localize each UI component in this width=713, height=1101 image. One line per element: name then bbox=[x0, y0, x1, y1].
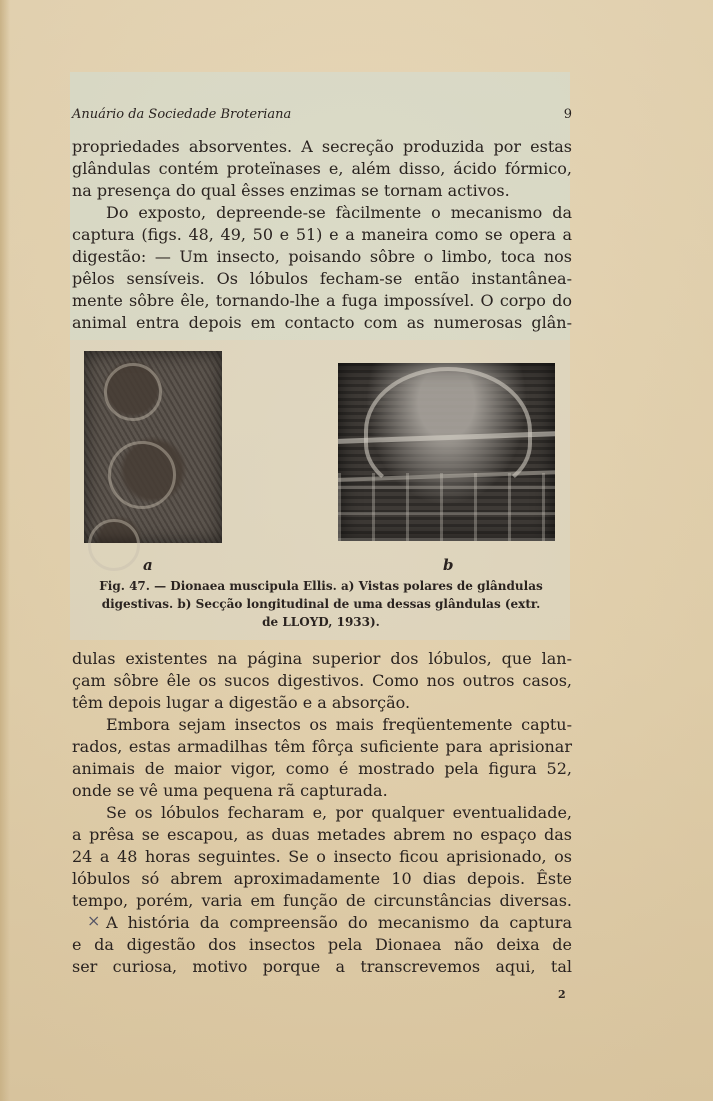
figure-label-b: b bbox=[443, 556, 454, 574]
gland-outline bbox=[108, 441, 176, 509]
text-line: a prêsa se escapou, as duas metades abrem no espaço das bbox=[72, 825, 572, 844]
text-line: glândulas contém proteïnases e, além disso, ácido fórmico, bbox=[72, 159, 572, 178]
text-line: rados, estas armadilhas têm fôrça suficiente para aprisionar bbox=[72, 737, 572, 756]
text-line: captura (figs. 48, 49, 50 e 51) e a maneira como se opera a bbox=[72, 225, 572, 244]
text-line: Do exposto, depreende-se fàcilmente o mecanismo da bbox=[106, 203, 572, 222]
caption-line: de LLOYD, 1933). bbox=[262, 615, 380, 629]
running-header bbox=[72, 107, 572, 127]
text-line: 24 a 48 horas seguintes. Se o insecto ficou aprisionado, os bbox=[72, 847, 572, 866]
text-line: ser curiosa, motivo porque a transcrevemos aqui, tal bbox=[72, 957, 572, 976]
text-line: têm depois lugar a digestão e a absorção. bbox=[72, 693, 411, 712]
text-line: tempo, porém, varia em função de circunstâncias diversas. bbox=[72, 891, 572, 910]
text-line: çam sôbre êle os sucos digestivos. Como nos outros casos, bbox=[72, 671, 572, 690]
text-line: Se os lóbulos fecharam e, por qualquer eventualidade, bbox=[106, 803, 572, 822]
text-line: animais de maior vigor, como é mostrado pela figura 52, bbox=[72, 759, 572, 778]
page-number: 9 bbox=[563, 107, 572, 122]
caption-line: digestivas. b) Secção longitudinal de uma dessas glândulas (extr. bbox=[101, 597, 541, 611]
text-line: pêlos sensíveis. Os lóbulos fecham-se então instantânea- bbox=[72, 269, 572, 288]
gland-outline bbox=[104, 363, 162, 421]
text-line: propriedades absorventes. A secreção produzida por estas bbox=[72, 137, 572, 156]
text-line: mente sôbre êle, tornando-lhe a fuga impossível. O corpo do bbox=[72, 291, 572, 310]
tissue-cells bbox=[338, 473, 555, 541]
figure-photo-b-longitudinal-section bbox=[338, 363, 555, 541]
text-line: na presença do qual êsses enzimas se tornam activos. bbox=[72, 181, 510, 200]
handwritten-margin-mark: × bbox=[87, 911, 101, 930]
caption-line: Fig. 47. — Dionaea muscipula Ellis. a) Vistas polares de glândulas bbox=[99, 579, 543, 593]
signature-mark: 2 bbox=[558, 988, 566, 1001]
text-line: Embora sejam insectos os mais freqüentemente captu- bbox=[106, 715, 572, 734]
text-line: onde se vê uma pequena rã capturada. bbox=[72, 781, 388, 800]
figure-label-a: a bbox=[143, 556, 153, 574]
gland-outline bbox=[88, 519, 140, 571]
paragraph-block-bottom bbox=[72, 648, 572, 978]
text-line: e da digestão dos insectos pela Dionaea não deixa de bbox=[72, 935, 572, 954]
paragraph-block-top bbox=[72, 136, 572, 334]
text-line: A história da compreensão do mecanismo da captura bbox=[106, 913, 572, 932]
text-line: animal entra depois em contacto com as numerosas glân- bbox=[72, 313, 572, 332]
figure-photo-a-polar-views bbox=[84, 351, 222, 543]
journal-title: Anuário da Sociedade Broteriana bbox=[72, 107, 292, 122]
figure-caption bbox=[96, 577, 546, 631]
text-line: dulas existentes na página superior dos lóbulos, que lan- bbox=[72, 649, 572, 668]
text-line: lóbulos só abrem aproximadamente 10 dias depois. Êste bbox=[72, 869, 572, 888]
text-line: digestão: — Um insecto, poisando sôbre o limbo, toca nos bbox=[72, 247, 572, 266]
